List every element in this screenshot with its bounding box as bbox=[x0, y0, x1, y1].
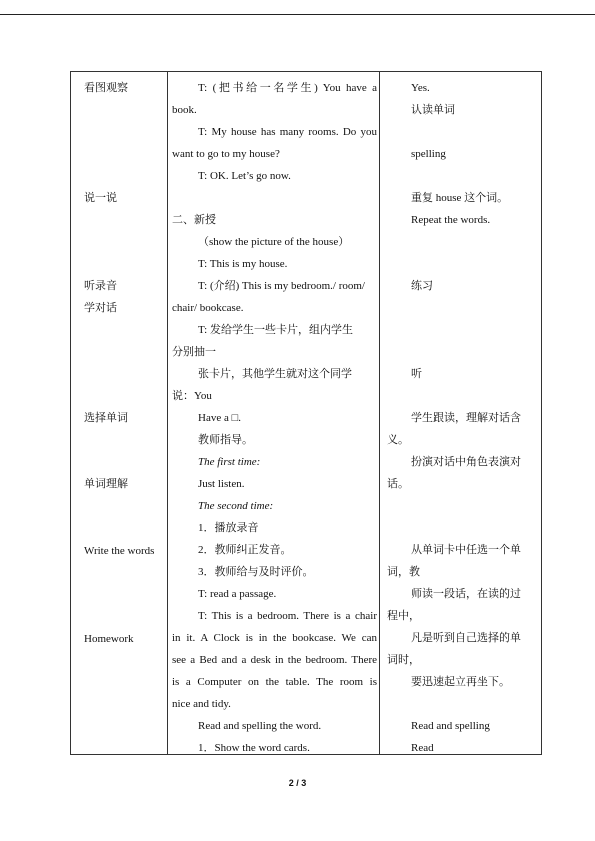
text-line: Repeat the words. bbox=[411, 214, 491, 226]
text-line: T: (介绍) This is my bedroom./ room/ bbox=[198, 280, 365, 292]
text-line: T: OK. Let’s go now. bbox=[198, 170, 291, 182]
text-line: nice and tidy. bbox=[172, 698, 231, 710]
text-line: 凡是听到自己选择的单 bbox=[411, 632, 521, 644]
step-label: 单词理解 bbox=[84, 478, 128, 490]
text-line: T: read a passage. bbox=[198, 588, 277, 600]
text-line: Have a □. bbox=[198, 412, 241, 424]
text-line: T: This is a bedroom. There is a chair bbox=[198, 610, 377, 622]
text-line: chair/ bookcase. bbox=[172, 302, 244, 314]
student-activity-column bbox=[387, 72, 537, 754]
text-line: （show the picture of the house） bbox=[198, 236, 350, 248]
step-label: 说一说 bbox=[84, 192, 117, 204]
text-line: 义。 bbox=[387, 434, 409, 446]
text-line: Just listen. bbox=[198, 478, 245, 490]
step-label: 学对话 bbox=[84, 302, 117, 314]
section-heading: 二、新授 bbox=[172, 214, 216, 226]
teacher-activity-column bbox=[172, 72, 377, 754]
text-line: T: 发给学生一些卡片，组内学生 bbox=[198, 324, 353, 336]
step-label: Homework bbox=[84, 633, 134, 645]
text-line: 话。 bbox=[387, 478, 409, 490]
page-number: 2 / 3 bbox=[288, 778, 307, 788]
text-line: T: (把书给一名学生) You have a bbox=[198, 82, 377, 94]
text-line: 教师指导。 bbox=[198, 434, 253, 446]
text-line: 程中， bbox=[387, 610, 420, 622]
step-label: 选择单词 bbox=[84, 412, 128, 424]
text-line: The first time: bbox=[198, 456, 261, 468]
step-label: Write the words bbox=[84, 545, 155, 557]
text-line: 分别抽一 bbox=[172, 346, 216, 358]
text-line: 练习 bbox=[411, 280, 433, 292]
text-line: T: My house has many rooms. Do you bbox=[198, 126, 377, 138]
text-line: Yes. bbox=[411, 82, 430, 94]
lesson-table bbox=[70, 71, 542, 755]
text-line: 1．播放录音 bbox=[198, 522, 259, 534]
text-line: 听 bbox=[411, 368, 422, 380]
text-line: Read and spelling bbox=[411, 720, 490, 732]
text-line: 扮演对话中角色表演对 bbox=[411, 456, 521, 468]
text-line: is a Computer on the table. The room is bbox=[172, 676, 377, 688]
text-line: 要迅速起立再坐下。 bbox=[411, 676, 510, 688]
text-line: Read bbox=[411, 742, 434, 754]
text-line: The second time: bbox=[198, 500, 274, 512]
text-line: want to go to my house? bbox=[172, 148, 280, 160]
header-rule bbox=[0, 14, 595, 15]
step-label: 听录音 bbox=[84, 280, 117, 292]
column-divider bbox=[379, 72, 380, 754]
text-line: Read and spelling the word. bbox=[198, 720, 322, 732]
step-label: 看图观察 bbox=[84, 82, 128, 94]
text-line: T: This is my house. bbox=[198, 258, 288, 270]
text-line: book. bbox=[172, 104, 197, 116]
text-line: 词时， bbox=[387, 654, 420, 666]
text-line: spelling bbox=[411, 148, 446, 160]
text-line: 师读一段话，在读的过 bbox=[411, 588, 521, 600]
column-divider bbox=[167, 72, 168, 754]
text-line: 2．教师纠正发音。 bbox=[198, 544, 292, 556]
text-line: see a Bed and a desk in the bedroom. There bbox=[172, 654, 377, 666]
text-line: in it. A Clock is in the bookcase. We can bbox=[172, 632, 377, 644]
text-line: 3．教师给与及时评价。 bbox=[198, 566, 314, 578]
text-line: 说：You bbox=[172, 390, 212, 402]
text-line: 认读单词 bbox=[411, 104, 455, 116]
text-line: 重复 house 这个词。 bbox=[411, 192, 509, 204]
text-line: 张卡片，其他学生就对这个同学 bbox=[198, 368, 352, 380]
text-line: 学生跟读，理解对话含 bbox=[411, 412, 521, 424]
steps-column bbox=[84, 72, 164, 754]
text-line: 从单词卡中任选一个单 bbox=[411, 544, 521, 556]
text-line: 1．Show the word cards. bbox=[198, 742, 310, 754]
text-line: 词，教 bbox=[387, 566, 420, 578]
